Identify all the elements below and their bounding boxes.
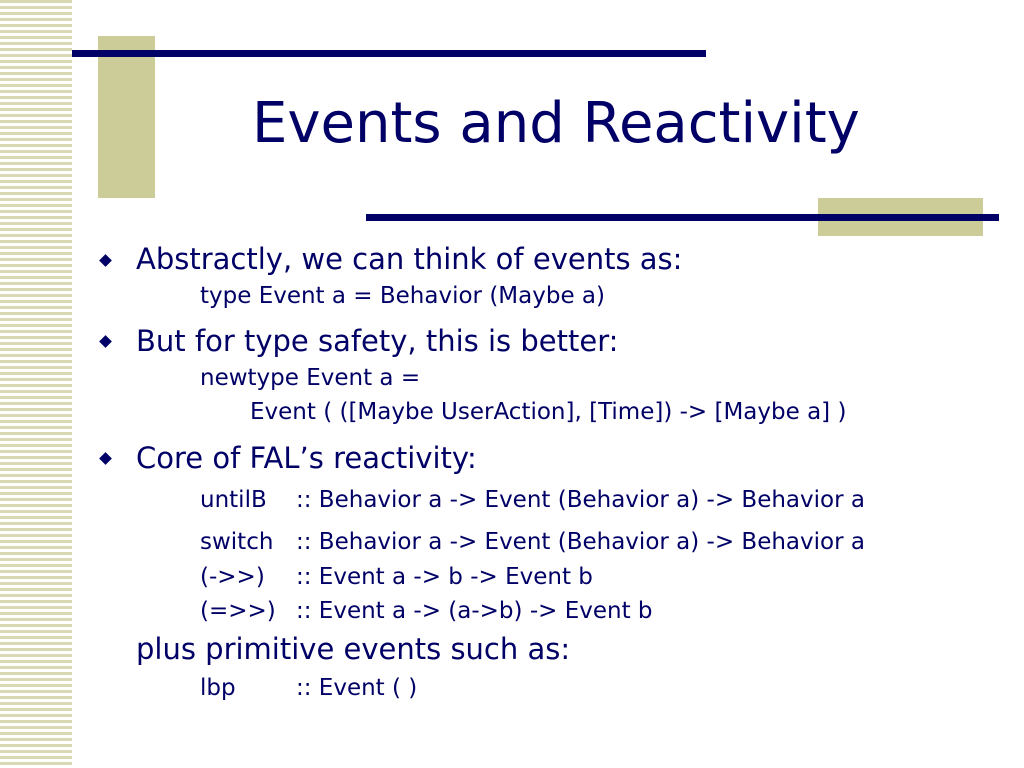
signature-name: switch: [200, 529, 274, 555]
bullet-text: Core of FAL’s reactivity:: [136, 441, 477, 475]
code-line: newtype Event a =: [200, 365, 421, 391]
code-line: Event ( ([Maybe UserAction], [Time]) -> [Maybe a] ): [250, 399, 847, 425]
bullet-text: Abstractly, we can think of events as:: [136, 242, 683, 276]
bullet-text: But for type safety, this is better:: [136, 324, 619, 358]
signature-name: (=>>): [200, 598, 276, 624]
diamond-bullet-icon: [99, 335, 112, 348]
signature-type: :: Event a -> (a->b) -> Event b: [296, 598, 653, 624]
signature-type: :: Event ( ): [296, 675, 418, 701]
diamond-bullet-icon: [99, 254, 112, 267]
signature-row: [200, 562, 960, 592]
tan-vertical-bar: [98, 36, 155, 198]
signature-name: untilB: [200, 487, 267, 513]
bottom-rule: [366, 214, 999, 221]
signature-row: [200, 485, 960, 515]
signature-name: lbp: [200, 675, 236, 701]
signature-name: (->>): [200, 564, 265, 590]
signature-type: :: Event a -> b -> Event b: [296, 564, 593, 590]
signature-row: [200, 596, 960, 626]
top-rule: [72, 50, 706, 57]
signature-row: [200, 673, 960, 703]
signature-type: :: Behavior a -> Event (Behavior a) -> Behavior a: [296, 487, 865, 513]
plus-text: plus primitive events such as:: [136, 632, 571, 666]
striped-margin: [0, 0, 72, 768]
diamond-bullet-icon: [99, 452, 112, 465]
code-line: type Event a = Behavior (Maybe a): [200, 283, 605, 309]
signature-type: :: Behavior a -> Event (Behavior a) -> Behavior a: [296, 529, 865, 555]
signature-row: [200, 527, 960, 557]
slide-title: Events and Reactivity: [252, 91, 860, 156]
